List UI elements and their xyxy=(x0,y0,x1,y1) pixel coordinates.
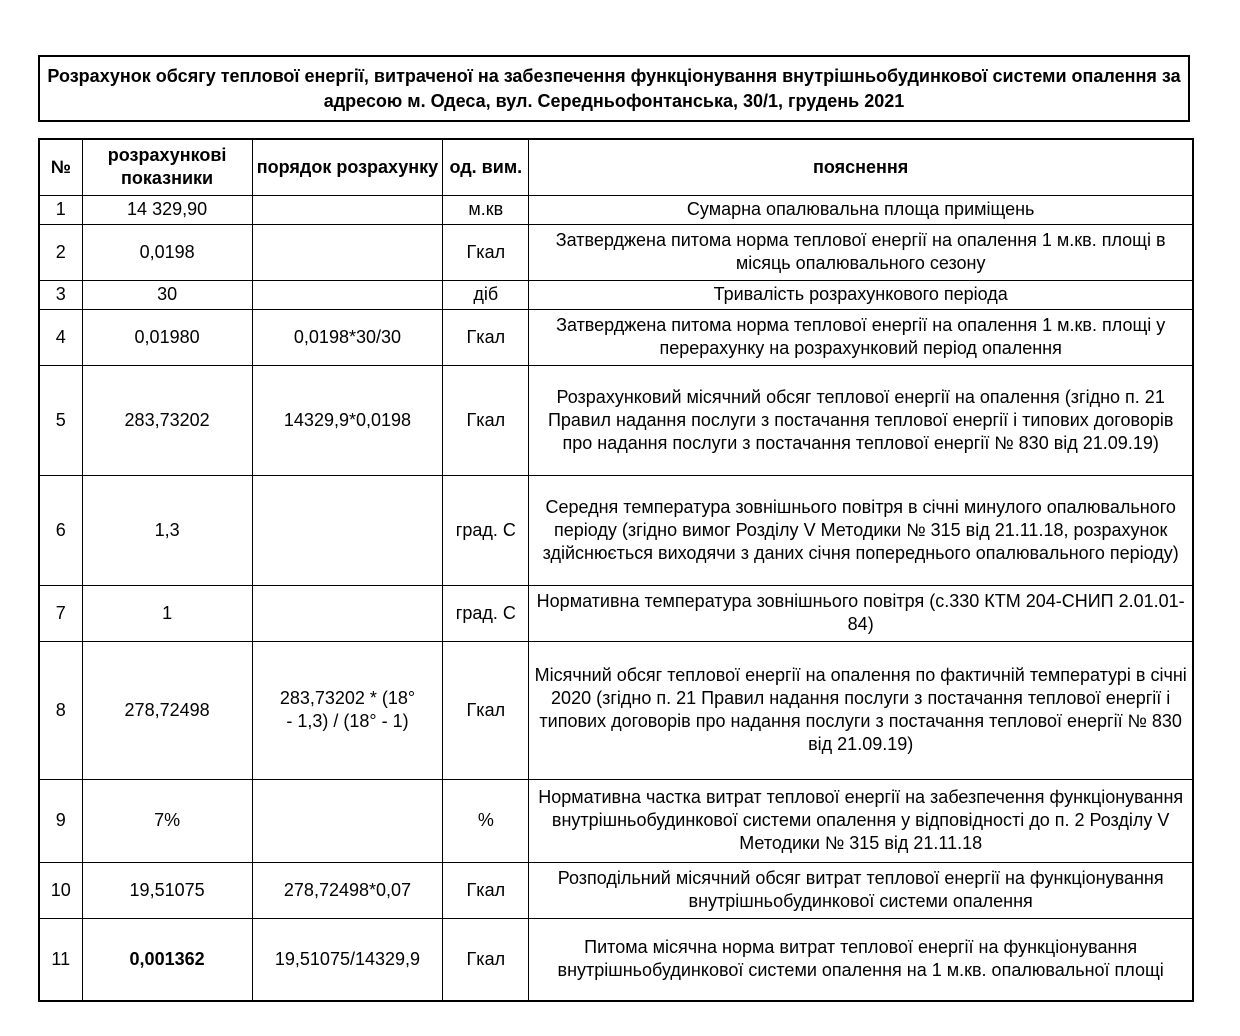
header-unit: од. вим. xyxy=(443,139,529,195)
row-formula: 19,51075/14329,9 xyxy=(252,918,443,1001)
row-desc: Нормативна температура зовнішнього повітря (с.330 КТМ 204-СНИП 2.01.01-84) xyxy=(529,585,1193,641)
row-desc: Місячний обсяг теплової енергії на опалення по фактичній температурі в січні 2020 (згідно п. 21 Правил надання послуги з постачання теплової енергії і типових договорів про надання послуги з постачання теплової енергії № 830 від 21.09.19) xyxy=(529,641,1193,779)
row-num: 10 xyxy=(39,862,82,918)
row-value: 0,01980 xyxy=(82,309,252,365)
row-unit: град. С xyxy=(443,585,529,641)
table-row xyxy=(39,862,1193,918)
row-value: 1,3 xyxy=(82,475,252,585)
row-num: 2 xyxy=(39,224,82,280)
row-value: 0,001362 xyxy=(82,918,252,1001)
table-row xyxy=(39,475,1193,585)
header-num: № xyxy=(39,139,82,195)
table-row xyxy=(39,280,1193,309)
row-unit: град. С xyxy=(443,475,529,585)
row-num: 4 xyxy=(39,309,82,365)
row-formula xyxy=(252,585,443,641)
table-row xyxy=(39,195,1193,224)
row-unit: діб xyxy=(443,280,529,309)
row-desc: Питома місячна норма витрат теплової енергії на функціонування внутрішньобудинкової системи опалення на 1 м.кв. опалювальної площі xyxy=(529,918,1193,1001)
table-header-row xyxy=(39,139,1193,195)
row-unit: Гкал xyxy=(443,365,529,475)
document-title: Розрахунок обсягу теплової енергії, витраченої на забезпечення функціонування внутрішньобудинкової системи опалення за адресою м. Одеса, вул. Середньофонтанська, 30/1, грудень 2021 xyxy=(47,65,1181,111)
row-formula: 14329,9*0,0198 xyxy=(252,365,443,475)
row-num: 5 xyxy=(39,365,82,475)
row-unit: % xyxy=(443,779,529,862)
row-formula xyxy=(252,280,443,309)
row-num: 8 xyxy=(39,641,82,779)
row-formula xyxy=(252,475,443,585)
row-desc: Нормативна частка витрат теплової енергії на забезпечення функціонування внутрішньобудинкової системи опалення у відповідності до п. 2 Розділу V Методики № 315 від 21.11.18 xyxy=(529,779,1193,862)
row-num: 9 xyxy=(39,779,82,862)
row-desc: Затверджена питома норма теплової енергії на опалення 1 м.кв. площі в місяць опалювального сезону xyxy=(529,224,1193,280)
row-desc: Середня температура зовнішнього повітря в січні минулого опалювального періоду (згідно вимог Розділу V Методики № 315 від 21.11.18, розрахунок здійснюється виходячи з даних січня попереднього опалювального періоду) xyxy=(529,475,1193,585)
row-value: 283,73202 xyxy=(82,365,252,475)
row-desc: Розподільний місячний обсяг витрат теплової енергії на функціонування внутрішньобудинкової системи опалення xyxy=(529,862,1193,918)
row-formula xyxy=(252,779,443,862)
row-unit: Гкал xyxy=(443,918,529,1001)
row-desc: Тривалість розрахункового періода xyxy=(529,280,1193,309)
row-value: 278,72498 xyxy=(82,641,252,779)
table-row xyxy=(39,779,1193,862)
row-value: 1 xyxy=(82,585,252,641)
table-row xyxy=(39,641,1193,779)
calculation-table xyxy=(38,138,1194,1002)
row-desc: Розрахунковий місячний обсяг теплової енергії на опалення (згідно п. 21 Правил надання послуги з постачання теплової енергії і типових договорів про надання послуги з постачання теплової енергії № 830 від 21.09.19) xyxy=(529,365,1193,475)
row-unit: Гкал xyxy=(443,309,529,365)
row-unit: Гкал xyxy=(443,862,529,918)
row-unit: Гкал xyxy=(443,224,529,280)
row-unit: Гкал xyxy=(443,641,529,779)
row-value: 30 xyxy=(82,280,252,309)
table-row xyxy=(39,224,1193,280)
header-value: розрахункові показники xyxy=(82,139,252,195)
table-row xyxy=(39,309,1193,365)
row-value: 14 329,90 xyxy=(82,195,252,224)
row-formula: 278,72498*0,07 xyxy=(252,862,443,918)
row-desc: Сумарна опалювальна площа приміщень xyxy=(529,195,1193,224)
row-num: 3 xyxy=(39,280,82,309)
row-formula: 283,73202 * (18° - 1,3) / (18° - 1) xyxy=(252,641,443,779)
table-row xyxy=(39,365,1193,475)
row-num: 11 xyxy=(39,918,82,1001)
row-formula: 0,0198*30/30 xyxy=(252,309,443,365)
row-value: 7% xyxy=(82,779,252,862)
row-unit: м.кв xyxy=(443,195,529,224)
table-row xyxy=(39,585,1193,641)
header-formula: порядок розрахунку xyxy=(252,139,443,195)
row-formula xyxy=(252,224,443,280)
row-value: 0,0198 xyxy=(82,224,252,280)
row-num: 7 xyxy=(39,585,82,641)
row-num: 1 xyxy=(39,195,82,224)
row-formula xyxy=(252,195,443,224)
table-row xyxy=(39,918,1193,1001)
row-desc: Затверджена питома норма теплової енергії на опалення 1 м.кв. площі у перерахунку на розрахунковий період опалення xyxy=(529,309,1193,365)
header-desc: пояснення xyxy=(529,139,1193,195)
document-title-box xyxy=(38,55,1190,122)
row-num: 6 xyxy=(39,475,82,585)
row-value: 19,51075 xyxy=(82,862,252,918)
